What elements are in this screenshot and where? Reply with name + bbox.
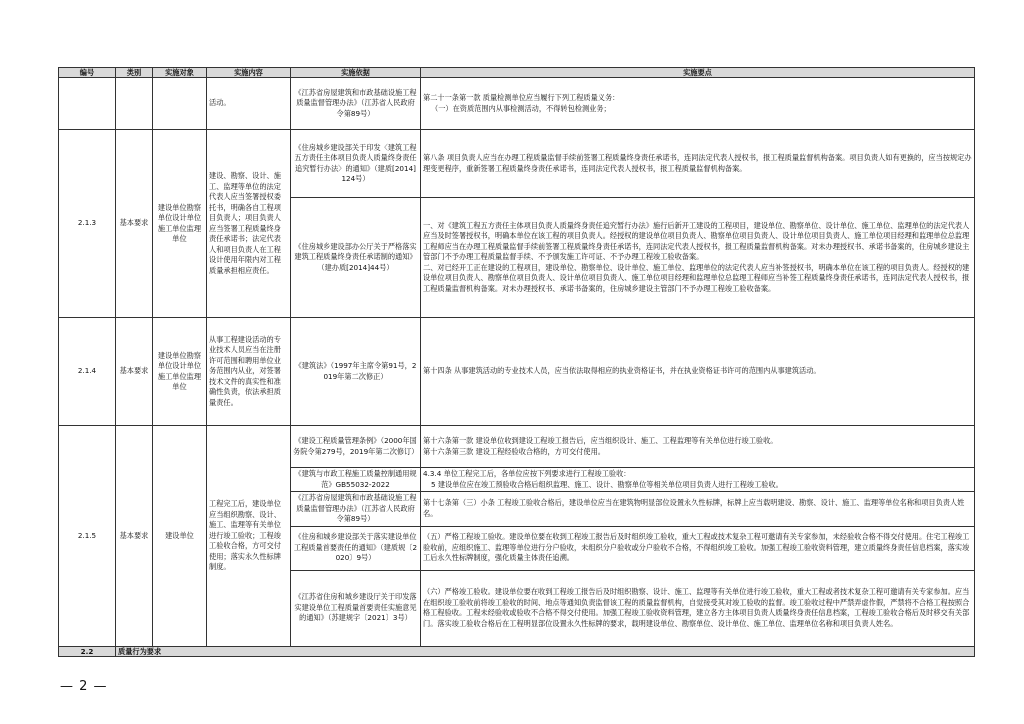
cell-points: 第二十一条第一款 质量检测单位应当履行下列工程质量义务： （一）在资质范围内从事检测活动，不得转包检测业务； <box>421 78 975 130</box>
cell-number: 2.1.5 <box>59 426 116 647</box>
cell-basis: 《住房和城乡建设部关于落实建设单位工程质量首要责任的通知》（建质规〔2020〕9号） <box>291 526 421 570</box>
table-row-2-1-5 <box>59 426 975 468</box>
cell-basis: 《建筑法》（1997年主席令第91号，2019年第二次修正） <box>291 318 421 426</box>
cell-basis: 《江苏省房屋建筑和市政基础设施工程质量监督管理办法》（江苏省人民政府令第89号） <box>291 492 421 527</box>
cell-content: 活动。 <box>207 78 291 130</box>
header-number: 编号 <box>59 68 116 78</box>
cell-points: （六）严格竣工验收。建设单位要在收到工程竣工报告后及时组织勘察、设计、施工、监理等有关单位进行竣工验收，重大工程或者技术复杂工程可邀请有关专家参加。应当在组织竣工验收前将竣工验收的时间、地点等通知负责监督该工程的质量监督机构，自觉接受其对竣工验收的监督。竣工验收过程中严禁弄虚作假，严禁将不合格工程按照合格工程验收。工程未经验收或验收不合格不得交付使用。加强工程竣工验收资料管理，建立各方主体项目负责人质量终身责任信息档案，工程竣工验收合格后及时移交有关部门。落实竣工验收合格后在工程明显部位设置永久性标牌的要求，载明建设单位、勘察单位、设计单位、施工单位、监理单位名称和项目负责人姓名。 <box>421 570 975 646</box>
cell-target: 建设单位勘察单位设计单位施工单位监理单位 <box>153 130 207 318</box>
cell-points: 第十四条 从事建筑活动的专业技术人员，应当依法取得相应的执业资格证书，并在执业资格证书许可的范围内从事建筑活动。 <box>421 318 975 426</box>
table-row-2-1-3 <box>59 130 975 198</box>
cell-category: 基本要求 <box>116 318 153 426</box>
cell-basis: 《江苏省住房和城乡建设厅关于印发落实建设单位工程质量首要责任实施意见的通知》（苏建规字〔2021〕3号） <box>291 570 421 646</box>
table-header-row <box>59 68 975 78</box>
standards-table <box>58 67 975 657</box>
cell-basis: 《建筑与市政工程施工质量控制通用规范》GB55032-2022 <box>291 468 421 492</box>
cell-category: 基本要求 <box>116 426 153 647</box>
cell-number: 2.1.4 <box>59 318 116 426</box>
cell-content: 建设、勘察、设计、施工、监理等单位的法定代表人应当签署授权委托书，明确各自工程项目负责人；项目负责人应当签署工程质量终身责任承诺书；法定代表人和项目负责人在工程设计使用年限内对工程质量承担相应责任。 <box>207 130 291 318</box>
standards-table-sheet <box>58 67 974 657</box>
cell-category: 基本要求 <box>116 130 153 318</box>
header-content: 实施内容 <box>207 68 291 78</box>
cell-basis: 《住房城乡建设部办公厅关于严格落实建筑工程质量终身责任承诺制的通知》（建办质[2014]44号） <box>291 198 421 318</box>
header-points: 实施要点 <box>421 68 975 78</box>
header-basis: 实施依据 <box>291 68 421 78</box>
header-category: 类别 <box>116 68 153 78</box>
cell-content: 工程完工后，建设单位应当组织勘察、设计、施工、监理等有关单位进行竣工验收；工程竣工验收合格，方可交付使用；落实永久性标牌制度。 <box>207 426 291 647</box>
table-row-2-1-4 <box>59 318 975 426</box>
cell-points: 第十七条第（三）小条 工程竣工验收合格后，建设单位应当在建筑物明显部位设置永久性标牌，标牌上应当载明建设、勘察、设计、施工、监理等单位名称和项目负责人姓名。 <box>421 492 975 527</box>
cell-number: 2.1.3 <box>59 130 116 318</box>
cell-basis: 《建设工程质量管理条例》（2000年国务院令第279号，2019年第二次修订） <box>291 426 421 468</box>
cell-basis: 《江苏省房屋建筑和市政基础设施工程质量监督管理办法》（江苏省人民政府令第89号） <box>291 78 421 130</box>
section-row <box>59 646 975 656</box>
cell-points: 4.3.4 单位工程完工后，各单位应按下列要求进行工程竣工验收： 5 建设单位应在竣工预验收合格后组织监理、施工、设计、勘察单位等相关单位项目负责人进行工程竣工验收。 <box>421 468 975 492</box>
cell-content: 从事工程建设活动的专业技术人员应当在注册许可范围和聘用单位业务范围内从业，对签署技术文件的真实性和准确性负责，依法承担质量责任。 <box>207 318 291 426</box>
header-target: 实施对象 <box>153 68 207 78</box>
cell-points: （五）严格工程竣工验收。建设单位要在收到工程竣工报告后及时组织竣工验收，重大工程或技术复杂工程可邀请有关专家参加，未经验收合格不得交付使用。住宅工程竣工验收前，应组织施工、监理等单位进行分户验收，未组织分户验收或分户验收不合格，不得组织竣工验收。加强工程竣工验收资料管理，建立质量终身责任信息档案，落实竣工后永久性标牌制度，强化质量主体责任追溯。 <box>421 526 975 570</box>
cell-target: 建设单位勘察单位设计单位施工单位监理单位 <box>153 318 207 426</box>
cell-points: 第十六条第一款 建设单位收到建设工程竣工报告后，应当组织设计、施工、工程监理等有关单位进行竣工验收。 第十六条第三款 建设工程经验收合格的，方可交付使用。 <box>421 426 975 468</box>
table-row <box>59 78 975 130</box>
page-number: — 2 — <box>60 679 108 694</box>
section-title: 质量行为要求 <box>116 646 975 656</box>
cell-points: 第八条 项目负责人应当在办理工程质量监督手续前签署工程质量终身责任承诺书，连同法定代表人授权书，报工程质量监督机构备案。项目负责人如有更换的，应当按规定办理变更程序，重新签署工程质量终身责任承诺书，连同法定代表人授权书，报工程质量监督机构备案。 <box>421 130 975 198</box>
cell-target: 建设单位 <box>153 426 207 647</box>
section-number: 2.2 <box>59 646 116 656</box>
cell-points: 一、对《建筑工程五方责任主体项目负责人质量终身责任追究暂行办法》施行后新开工建设的工程项目，建设单位、勘察单位、设计单位、施工单位、监理单位的法定代表人应当及时签署授权书，明确本单位在该工程的项目负责人。经授权的建设单位项目负责人、勘察单位项目负责人、设计单位项目负责人、施工单位项目经理和监理单位总监理工程师应当在办理工程质量监督手续前签署工程质量终身责任承诺书，连同法定代表人授权书，报工程质量监督机构备案。对未办理授权书、承诺书备案的，住房城乡建设主管部门不予办理工程质量监督手续、不予颁发施工许可证、不予办理工程竣工验收备案。 二、对已经开工正在建设的工程项目，建设单位、勘察单位、设计单位、施工单位、监理单位的法定代表人应当补签授权书，明确本单位在该工程的项目负责人。经授权的建设单位项目负责人、勘察单位项目负责人、设计单位项目负责人、施工单位项目经理和监理单位总监理工程师应当补签工程质量终身责任承诺书，连同法定代表人授权书，报工程质量监督机构备案。对未办理授权书、承诺书备案的，住房城乡建设主管部门不予办理工程竣工验收备案。 <box>421 198 975 318</box>
cell-basis: 《住房城乡建设部关于印发〈建筑工程五方责任主体项目负责人质量终身责任追究暂行办法〉的通知》（建质[2014]124号） <box>291 130 421 198</box>
